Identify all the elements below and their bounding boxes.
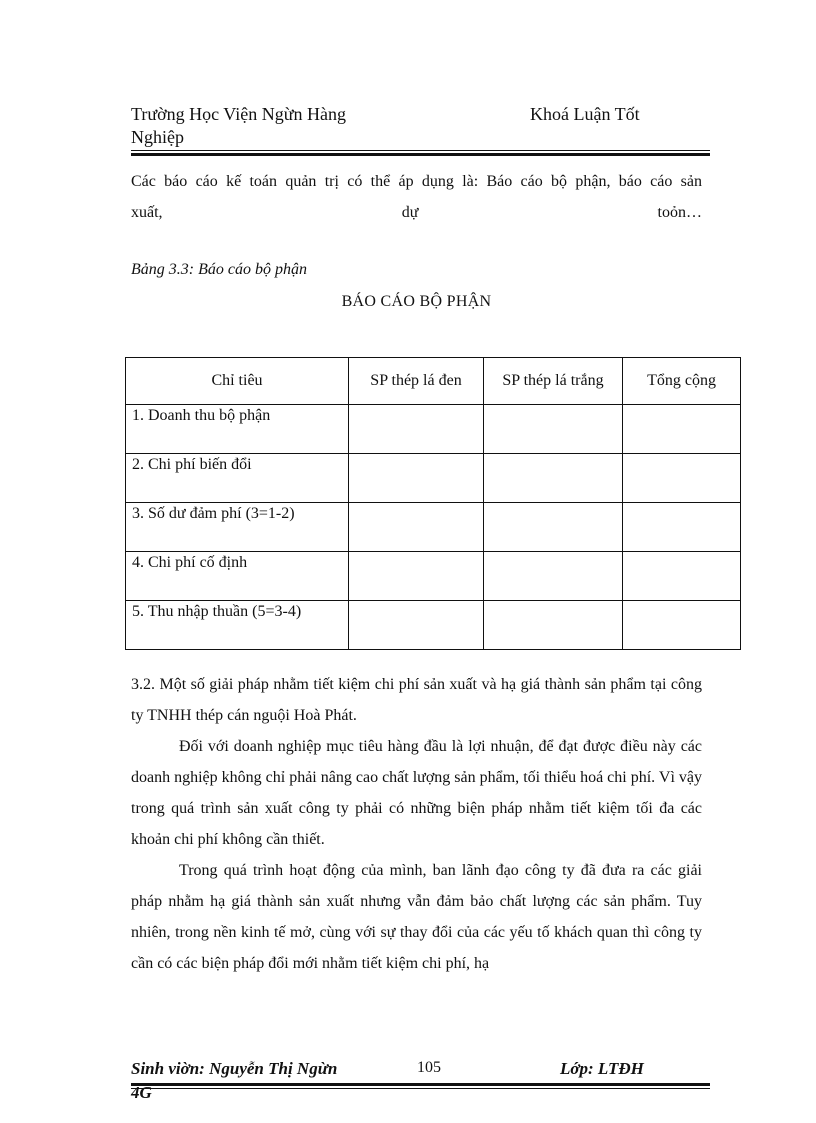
table-row bbox=[126, 601, 741, 650]
row-label: 4. Chi phí cố định bbox=[126, 552, 349, 601]
intro-line-2 bbox=[131, 197, 702, 228]
intro-word-1: xuất, bbox=[131, 204, 163, 221]
section-body bbox=[131, 669, 702, 979]
footer-continuation: 4G bbox=[131, 1083, 152, 1102]
row-label: 1. Doanh thu bộ phận bbox=[126, 405, 349, 454]
table-cell bbox=[623, 552, 741, 601]
row-label: 3. Số dư đảm phí (3=1-2) bbox=[126, 503, 349, 552]
table-header-row bbox=[126, 358, 741, 405]
intro-line-1: Các báo cáo kế toán quản trị có thể áp dụng là: Báo cáo bộ phận, báo cáo sản bbox=[131, 173, 702, 190]
table-cell bbox=[349, 503, 484, 552]
header-rule-thick bbox=[131, 153, 710, 156]
header-cell-total: Tổng cộng bbox=[623, 358, 741, 405]
header-continuation: Nghiệp bbox=[131, 127, 184, 147]
row-label: 2. Chi phí biến đổi bbox=[126, 454, 349, 503]
table-cell bbox=[484, 601, 623, 650]
table-caption: Bảng 3.3: Báo cáo bộ phận bbox=[131, 261, 307, 278]
table-cell bbox=[623, 454, 741, 503]
page-number: 105 bbox=[417, 1059, 441, 1076]
table-cell bbox=[623, 405, 741, 454]
table-title: BÁO CÁO BỘ PHẬN bbox=[341, 293, 492, 310]
header-cell-indicator: Chỉ tiêu bbox=[126, 358, 349, 405]
header-thesis: Khoá Luận Tốt bbox=[530, 104, 640, 124]
section-paragraph-2: Trong quá trình hoạt động của mình, ban lãnh đạo công ty đã đưa ra các giải pháp nhằm hạ giá thành sản xuất nhưng vẫn đảm bảo chất lượng các sản phẩm. Tuy nhiên, trong nền kinh tế mở, cùng với sự thay đổi của các yếu tố khách quan thì công ty cần có các biện pháp đổi mới nhằm tiết kiệm chi phí, hạ bbox=[131, 862, 702, 972]
intro-paragraph bbox=[131, 166, 702, 228]
header-school: Trường Học Viện Ngừn Hàng bbox=[131, 104, 346, 124]
report-table bbox=[125, 357, 741, 650]
table-row bbox=[126, 503, 741, 552]
header-cell-black-steel: SP thép lá đen bbox=[349, 358, 484, 405]
table-cell bbox=[349, 454, 484, 503]
footer-class: Lớp: LTĐH bbox=[560, 1059, 644, 1078]
footer-student: Sinh viờn: Nguyễn Thị Ngừn bbox=[131, 1059, 338, 1078]
table-row bbox=[126, 454, 741, 503]
table-row bbox=[126, 405, 741, 454]
table-cell bbox=[484, 405, 623, 454]
table-cell bbox=[623, 503, 741, 552]
section-paragraph-1: Đối với doanh nghiệp mục tiêu hàng đầu là lợi nhuận, để đạt được điều này các doanh nghiệp không chỉ phải nâng cao chất lượng sản phẩm, tối thiểu hoá chi phí. Vì vậy trong quá trình sản xuất công ty phải có những biện pháp nhằm tiết kiệm tối đa các khoản chi phí không cần thiết. bbox=[131, 738, 702, 848]
table-cell bbox=[623, 601, 741, 650]
section-heading: 3.2. Một số giải pháp nhằm tiết kiệm chi phí sản xuất và hạ giá thành sản phẩm tại công ty TNHH thép cán nguội Hoà Phát. bbox=[131, 676, 702, 724]
footer-rule-thin bbox=[131, 1088, 710, 1089]
table-cell bbox=[484, 552, 623, 601]
row-label: 5. Thu nhập thuần (5=3-4) bbox=[126, 601, 349, 650]
intro-word-2: dự bbox=[401, 204, 419, 221]
table-row bbox=[126, 552, 741, 601]
footer-rule-thick bbox=[131, 1083, 710, 1086]
table-cell bbox=[349, 552, 484, 601]
table-cell bbox=[349, 601, 484, 650]
table-cell bbox=[349, 405, 484, 454]
table-cell bbox=[484, 454, 623, 503]
header-cell-white-steel: SP thép lá trắng bbox=[484, 358, 623, 405]
header-rule-thin bbox=[131, 150, 710, 151]
intro-word-3: toỏn… bbox=[657, 204, 702, 221]
table-cell bbox=[484, 503, 623, 552]
